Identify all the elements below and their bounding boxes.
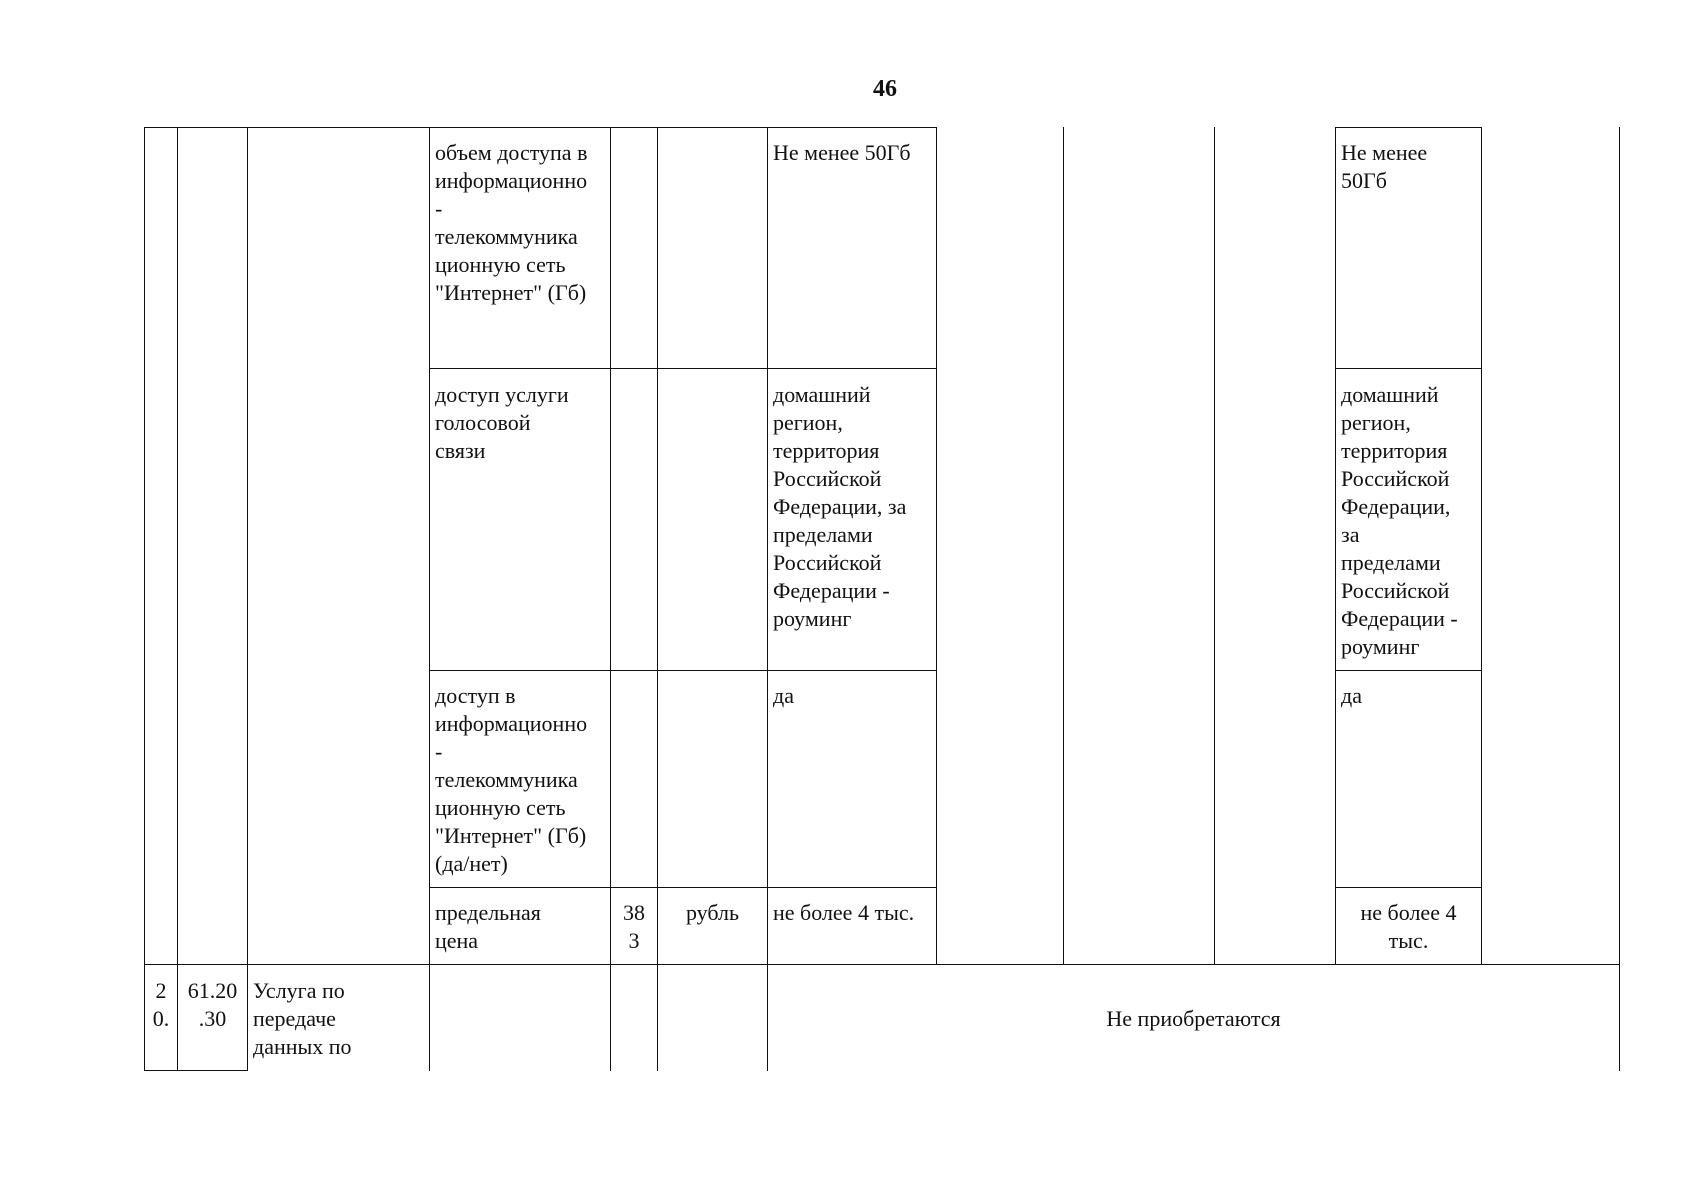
- approved-value-cell: Не менее 50Гб: [773, 140, 911, 165]
- okei-code-cell: 38 3: [623, 900, 645, 953]
- approved-value-cell: да: [773, 683, 794, 708]
- unit-cell: рубль: [685, 900, 740, 925]
- planned-value-cell: Не менее 50Гб: [1341, 140, 1428, 193]
- planned-value-cell: не более 4 тыс.: [1360, 900, 1457, 953]
- approved-value-cell: не более 4 тыс.: [773, 900, 915, 925]
- characteristic-cell: доступ услуги голосовой связи: [435, 382, 569, 463]
- item-number-cell: 2 0.: [152, 978, 170, 1031]
- planned-value-cell: да: [1341, 683, 1362, 708]
- merged-note-cell: Не приобретаются: [1106, 1006, 1281, 1031]
- characteristic-cell: объем доступа в информационно - телекоммуника ционную сеть "Интернет" (Гб): [435, 140, 588, 305]
- approved-value-cell: домашний регион, территория Российской Федерации, за пределами Российской Федерации - роуминг: [773, 382, 907, 631]
- page-number: 46: [873, 76, 897, 102]
- characteristic-cell: доступ в информационно - телекоммуника ционную сеть "Интернет" (Гб) (да/нет): [435, 683, 588, 876]
- okpd-code-cell: 61.20 .30: [187, 978, 238, 1031]
- planned-value-cell: домашний регион, территория Российской Федерации, за пределами Российской Федерации - роуминг: [1341, 382, 1458, 659]
- characteristic-cell: предельная цена: [435, 900, 541, 953]
- item-name-cell: Услуга по передаче данных по: [253, 978, 352, 1059]
